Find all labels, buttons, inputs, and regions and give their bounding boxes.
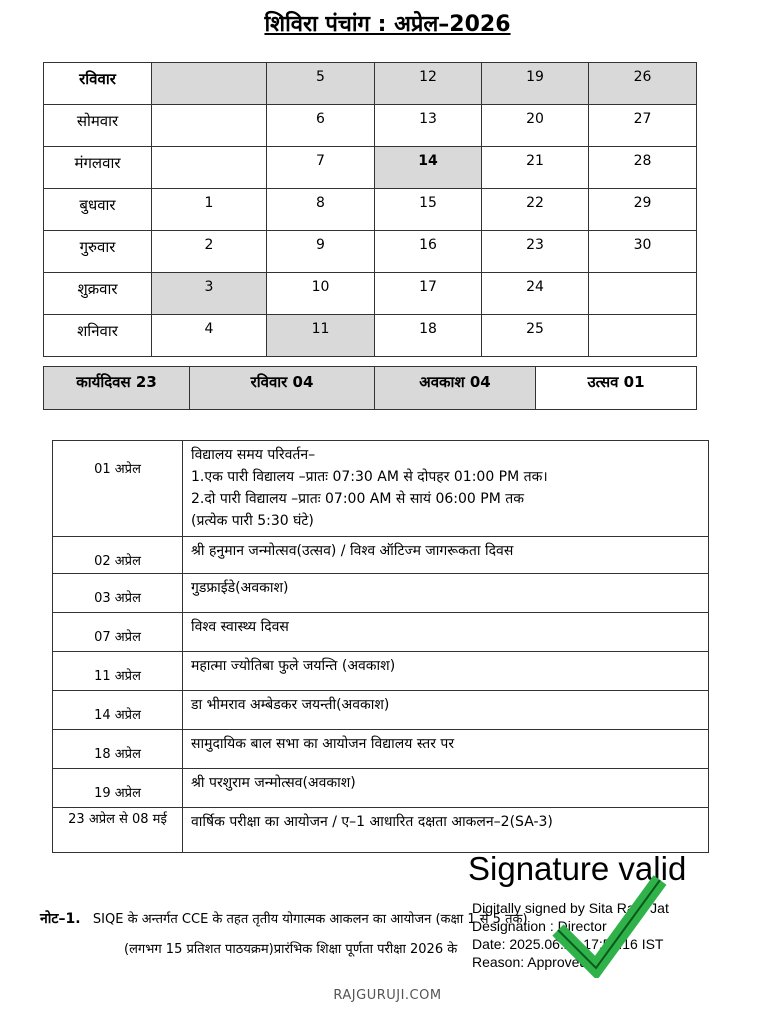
- calendar-date-cell: 1: [152, 189, 267, 231]
- event-row: [53, 691, 709, 730]
- calendar-date-cell: 30: [589, 231, 697, 273]
- weekday-label: शनिवार: [44, 315, 152, 357]
- calendar-row: [44, 105, 697, 147]
- calendar-date-cell: 7: [267, 147, 375, 189]
- signature-signed-by: Digitally signed by Sita Ram Jat: [472, 900, 669, 916]
- summary-table: [43, 366, 697, 410]
- calendar-date-cell: 14: [375, 147, 482, 189]
- calendar-date-cell: [152, 147, 267, 189]
- calendar-date-cell: 20: [482, 105, 589, 147]
- weekday-label: मंगलवार: [44, 147, 152, 189]
- calendar-date-cell: 3: [152, 273, 267, 315]
- calendar-date-cell: 15: [375, 189, 482, 231]
- calendar-row: [44, 231, 697, 273]
- calendar-date-cell: 19: [482, 63, 589, 105]
- calendar-row: [44, 63, 697, 105]
- event-description-line: 2.दो पारी विद्यालय –प्रातः 07:00 AM से सायं 06:00 PM तक: [191, 491, 524, 507]
- event-row: [53, 808, 709, 853]
- calendar-date-cell: 25: [482, 315, 589, 357]
- calendar-date-cell: 21: [482, 147, 589, 189]
- note: [40, 904, 740, 965]
- event-description: [183, 613, 709, 652]
- holidays-count: अवकाश 04: [375, 367, 536, 410]
- signature-status: Signature valid: [468, 850, 687, 887]
- event-row: [53, 441, 709, 537]
- footer-watermark: RAJGURUJI.COM: [333, 988, 442, 1003]
- calendar-date-cell: 10: [267, 273, 375, 315]
- event-description-line: गुडफ्राईडे(अवकाश): [191, 580, 289, 596]
- calendar-date-cell: 6: [267, 105, 375, 147]
- event-date: 03 अप्रेल: [53, 574, 183, 613]
- event-row: [53, 537, 709, 574]
- event-description: [183, 574, 709, 613]
- event-description-line: श्री परशुराम जन्मोत्सव(अवकाश): [191, 775, 356, 791]
- event-description: [183, 769, 709, 808]
- weekday-label: शुक्रवार: [44, 273, 152, 315]
- calendar-date-cell: 18: [375, 315, 482, 357]
- event-description-line: वार्षिक परीक्षा का आयोजन / ए–1 आधारित दक्षता आकलन–2(SA-3): [191, 814, 553, 830]
- event-description-line: सामुदायिक बाल सभा का आयोजन विद्यालय स्तर पर: [191, 736, 455, 752]
- event-row: [53, 574, 709, 613]
- calendar-date-cell: 23: [482, 231, 589, 273]
- calendar-date-cell: [589, 273, 697, 315]
- event-description-line: विश्व स्वास्थ्य दिवस: [191, 619, 289, 635]
- calendar-date-cell: 24: [482, 273, 589, 315]
- event-description: [183, 691, 709, 730]
- event-description: [183, 808, 709, 853]
- calendar-date-cell: 11: [267, 315, 375, 357]
- calendar-date-cell: 28: [589, 147, 697, 189]
- event-row: [53, 730, 709, 769]
- event-date: 07 अप्रेल: [53, 613, 183, 652]
- note-line-1: SIQE के अन्तर्गत CCE के तहत तृतीय योगात्मक आकलन का आयोजन (कक्षा 1 से 5 तक): [92, 912, 528, 927]
- calendar-date-cell: 8: [267, 189, 375, 231]
- event-description-line: श्री हनुमान जन्मोत्सव(उत्सव) / विश्व ऑटिज्म जागरूकता दिवस: [191, 543, 514, 559]
- weekday-label: सोमवार: [44, 105, 152, 147]
- event-date: 11 अप्रेल: [53, 652, 183, 691]
- event-date: 18 अप्रेल: [53, 730, 183, 769]
- weekday-label: बुधवार: [44, 189, 152, 231]
- event-description-line: डा भीमराव अम्बेडकर जयन्ती(अवकाश): [191, 697, 390, 713]
- calendar-date-cell: 5: [267, 63, 375, 105]
- festivals-count: उत्सव 01: [536, 367, 697, 410]
- signature-date: Date: 2025.06.28 17:58:16 IST: [472, 936, 664, 952]
- note-label: नोट–1.: [40, 911, 81, 927]
- event-date: 01 अप्रेल: [53, 441, 183, 537]
- calendar-date-cell: 26: [589, 63, 697, 105]
- event-description-line: विद्यालय समय परिवर्तन–: [191, 447, 316, 463]
- event-row: [53, 652, 709, 691]
- event-description-line: (प्रत्येक पारी 5:30 घंटे): [191, 513, 314, 529]
- event-description: [183, 730, 709, 769]
- event-date: 02 अप्रेल: [53, 537, 183, 574]
- signature-reason: Reason: Approved: [472, 954, 588, 970]
- note-line-2: (लगभग 15 प्रतिशत पाठयक्रम)प्रारंभिक शिक्षा पूर्णता परीक्षा 2026 के: [124, 942, 458, 957]
- calendar-date-cell: 17: [375, 273, 482, 315]
- calendar-date-cell: [152, 63, 267, 105]
- event-date: 19 अप्रेल: [53, 769, 183, 808]
- event-description: [183, 441, 709, 537]
- calendar-row: [44, 189, 697, 231]
- event-row: [53, 613, 709, 652]
- calendar-date-cell: 9: [267, 231, 375, 273]
- event-description-line: महात्मा ज्योतिबा फुले जयन्ति (अवकाश): [191, 658, 396, 674]
- event-date: 23 अप्रेल से 08 मई: [53, 808, 183, 853]
- calendar-date-cell: 22: [482, 189, 589, 231]
- calendar-date-cell: [152, 105, 267, 147]
- calendar-date-cell: [589, 315, 697, 357]
- event-description: [183, 537, 709, 574]
- calendar-date-cell: 27: [589, 105, 697, 147]
- calendar-date-cell: 12: [375, 63, 482, 105]
- working-days: कार्यदिवस 23: [44, 367, 190, 410]
- calendar-table: [43, 62, 697, 357]
- sundays-count: रविवार 04: [190, 367, 375, 410]
- calendar-row: [44, 147, 697, 189]
- event-row: [53, 769, 709, 808]
- weekday-label: रविवार: [44, 63, 152, 105]
- event-description: [183, 652, 709, 691]
- calendar-row: [44, 273, 697, 315]
- calendar-date-cell: 2: [152, 231, 267, 273]
- calendar-date-cell: 4: [152, 315, 267, 357]
- signature-designation: Designation : Director: [472, 918, 607, 934]
- event-date: 14 अप्रेल: [53, 691, 183, 730]
- page-title: शिविरा पंचांग : अप्रेल–2026: [264, 12, 511, 37]
- calendar-date-cell: 29: [589, 189, 697, 231]
- calendar-date-cell: 13: [375, 105, 482, 147]
- calendar-row: [44, 315, 697, 357]
- weekday-label: गुरुवार: [44, 231, 152, 273]
- event-description-line: 1.एक पारी विद्यालय –प्रातः 07:30 AM से दोपहर 01:00 PM तक।: [191, 469, 548, 485]
- calendar-date-cell: 16: [375, 231, 482, 273]
- events-table: [52, 440, 709, 853]
